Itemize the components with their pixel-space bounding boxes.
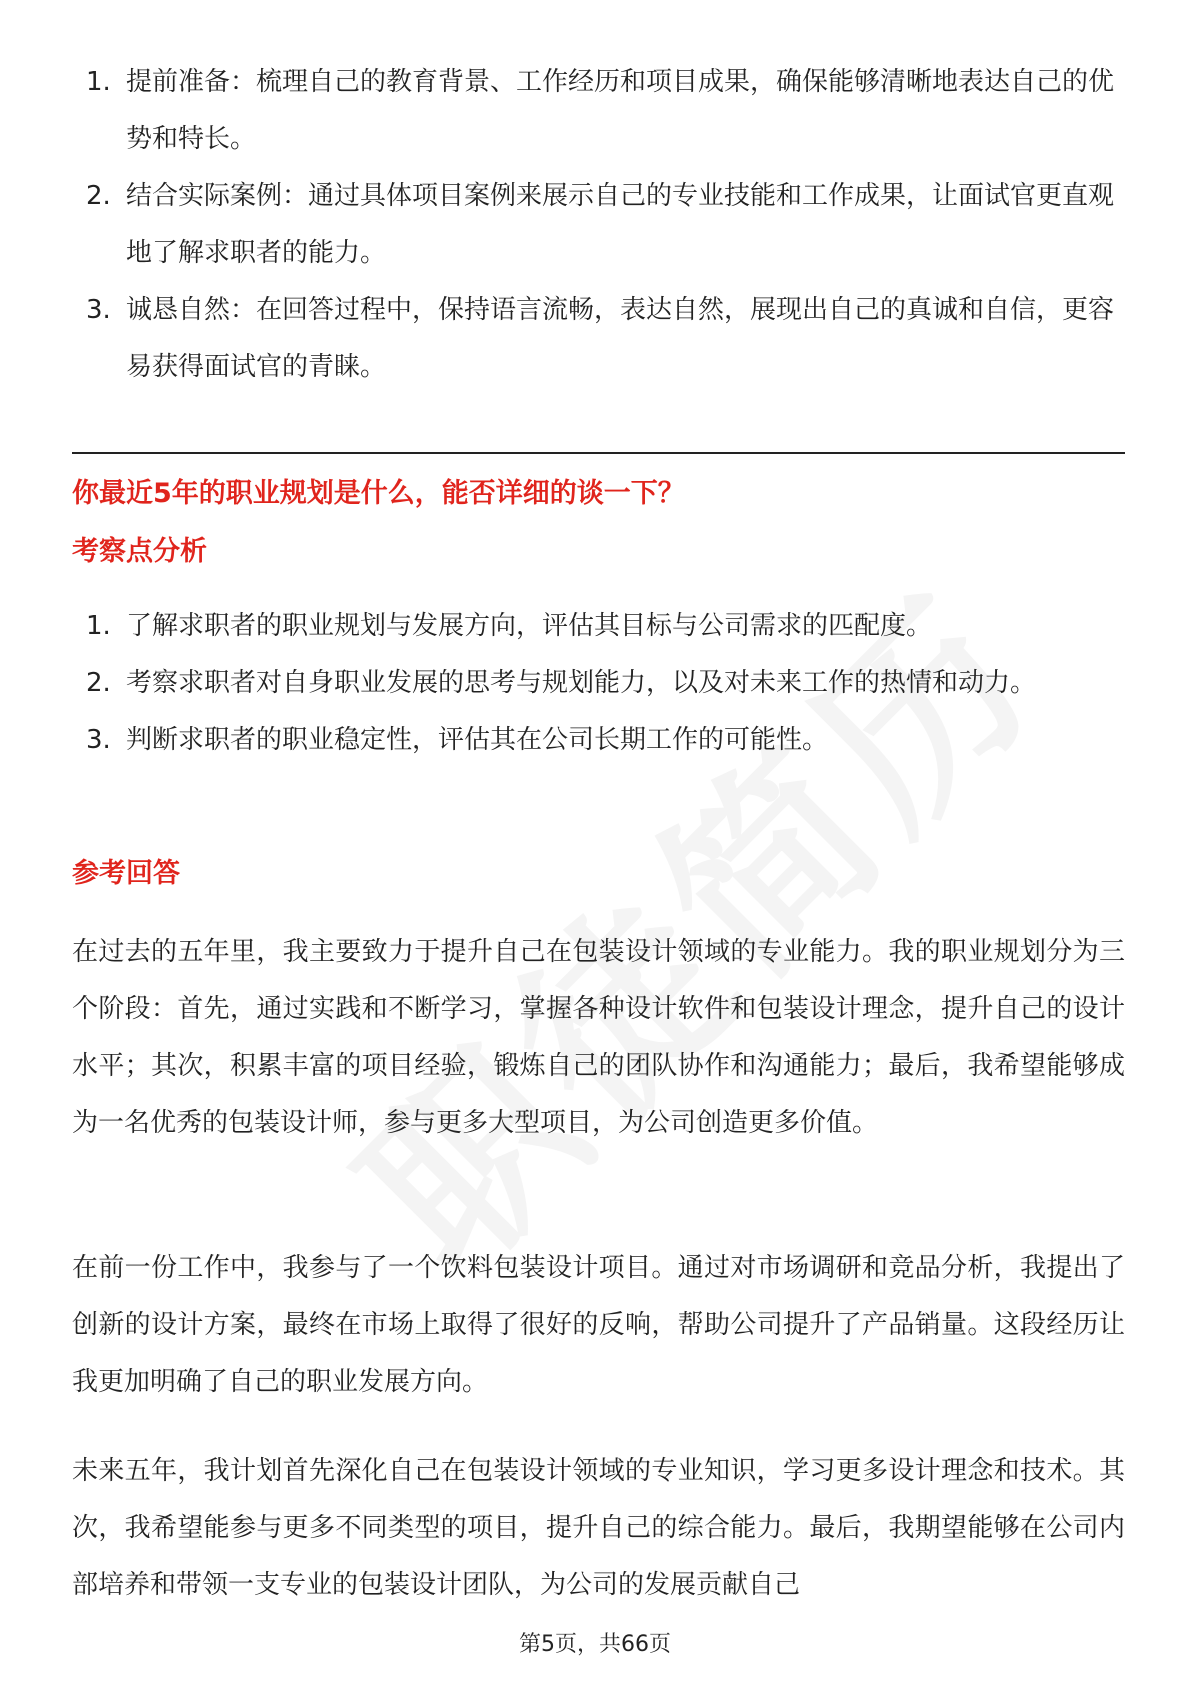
- list-item: [72, 282, 1122, 396]
- list-item: [72, 712, 1122, 769]
- list-item-text: 结合实际案例：通过具体项目案例来展示自己的专业技能和工作成果，让面试官更直观地了解求职者的能力。: [126, 181, 1115, 268]
- list-item-text: 提前准备：梳理自己的教育背景、工作经历和项目成果，确保能够清晰地表达自己的优势和特长。: [126, 67, 1115, 154]
- list-number: 3.: [86, 295, 111, 325]
- question-heading: 你最近5年的职业规划是什么，能否详细的谈一下？: [72, 478, 685, 509]
- list-number: 3.: [86, 725, 111, 755]
- list-number: 2.: [86, 668, 111, 698]
- analysis-list: [72, 598, 1122, 769]
- list-item: [72, 168, 1122, 282]
- list-number: 2.: [86, 181, 111, 211]
- list-item-text: 了解求职者的职业规划与发展方向，评估其目标与公司需求的匹配度。: [126, 611, 933, 641]
- page-number-footer: 第5页，共66页: [519, 1632, 671, 1657]
- list-item: [72, 598, 1122, 655]
- answer-paragraph: 在前一份工作中，我参与了一个饮料包装设计项目。通过对市场调研和竞品分析，我提出了创新的设计方案，最终在市场上取得了很好的反响，帮助公司提升了产品销量。这段经历让我更加明确了自己的职业发展方向。: [72, 1253, 1125, 1397]
- list-number: 1.: [86, 611, 111, 641]
- list-item-text: 诚恳自然：在回答过程中，保持语言流畅，表达自然，展现出自己的真诚和自信，更容易获得面试官的青睐。: [126, 295, 1115, 382]
- section-divider: [72, 452, 1125, 454]
- tips-list: [72, 54, 1122, 396]
- list-item-text: 考察求职者对自身职业发展的思考与规划能力，以及对未来工作的热情和动力。: [126, 668, 1037, 698]
- answer-paragraph: 未来五年，我计划首先深化自己在包装设计领域的专业知识，学习更多设计理念和技术。其次，我希望能参与更多不同类型的项目，提升自己的综合能力。最后，我期望能够在公司内部培养和带领一支专业的包装设计团队，为公司的发展贡献自己: [72, 1456, 1125, 1600]
- list-item-text: 判断求职者的职业稳定性，评估其在公司长期工作的可能性。: [126, 725, 829, 755]
- answer-paragraph: 在过去的五年里，我主要致力于提升自己在包装设计领域的专业能力。我的职业规划分为三个阶段：首先，通过实践和不断学习，掌握各种设计软件和包装设计理念，提升自己的设计水平；其次，积累丰富的项目经验，锻炼自己的团队协作和沟通能力；最后，我希望能够成为一名优秀的包装设计师，参与更多大型项目，为公司创造更多价值。: [72, 937, 1125, 1138]
- list-item: [72, 655, 1122, 712]
- analysis-heading: 考察点分析: [72, 536, 207, 567]
- list-item: [72, 54, 1122, 168]
- answer-heading: 参考回答: [72, 858, 180, 889]
- list-number: 1.: [86, 67, 111, 97]
